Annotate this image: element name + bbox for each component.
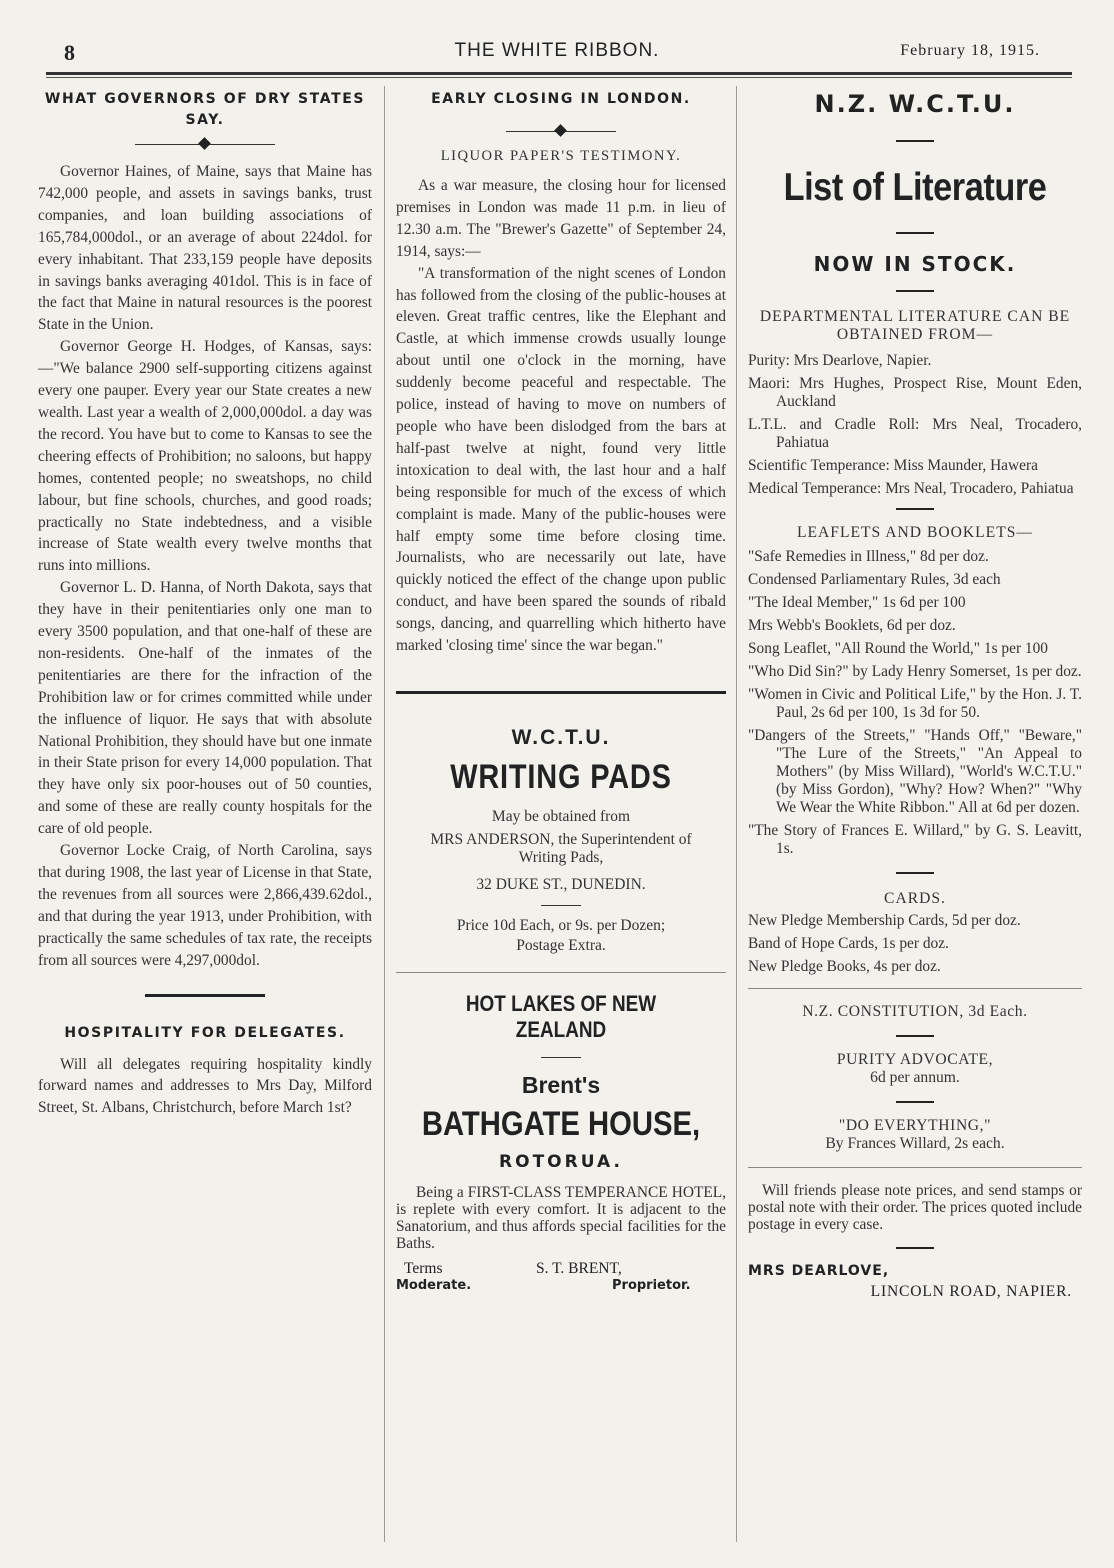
leaflet-item: Song Leaflet, "All Round the World," 1s per 100 — [748, 640, 1049, 657]
do-everything-title: "DO EVERYTHING," — [838, 1117, 992, 1134]
advert-org: W.C.T.U. — [511, 725, 611, 749]
department-item: Maori: Mrs Hughes, Prospect Rise, Mount Eden, Auckland — [748, 375, 1082, 410]
advert-line: MRS ANDERSON, the Superintendent of Writing Pads, — [430, 830, 692, 866]
short-rule — [896, 1101, 934, 1103]
issue-date: February 18, 1915. — [900, 42, 1040, 59]
department-item: L.T.L. and Cradle Roll: Mrs Neal, Trocadero, Pahiatua — [748, 416, 1082, 451]
article-heading-hospitality: HOSPITALITY FOR DELEGATES. — [64, 1024, 346, 1041]
department-item: Scientific Temperance: Miss Maunder, Hawera — [748, 457, 1038, 474]
leaflet-item: "Safe Remedies in Illness," 8d per doz. — [748, 548, 989, 565]
article-heading-governors: WHAT GOVERNORS OF DRY STATES SAY. — [44, 91, 366, 128]
section-separator — [748, 988, 1082, 989]
section-separator — [145, 994, 265, 997]
in-stock-heading: NOW IN STOCK. — [813, 252, 1017, 276]
ornament-rule — [396, 124, 726, 140]
article-paragraph: Governor George H. Hodges, of Kansas, says:—"We balance 2900 self-supporting citizens against every one pauper. Every year our State creates a new wealth. Last year a wealth of 2,000,000dol. a day was the record. You have but to come to Kansas to see the cheering effects of Prohibition; no saloons, but happy homes, contented people; no sweatshops, no child labour, but fine schools, churches, and good roads; practically no State indebtedness, and a visible increase of State wealth every twelve months that runs into millions. — [38, 338, 372, 575]
advert-line: May be obtained from — [491, 807, 631, 825]
leaflet-item: Condensed Parliamentary Rules, 3d each — [748, 571, 1001, 588]
short-rule — [896, 290, 934, 292]
constitution-notice: N.Z. CONSTITUTION, 3d Each. — [802, 1003, 1028, 1020]
advert-brand: Brent's — [521, 1071, 601, 1098]
column-divider-2 — [736, 86, 737, 1542]
short-rule — [896, 1247, 934, 1249]
advert-terms: Terms — [404, 1259, 443, 1277]
column-3 — [748, 84, 1082, 1301]
section-separator — [748, 1167, 1082, 1168]
bathgate-house-advert — [396, 991, 726, 1300]
short-rule — [896, 1035, 934, 1037]
advert-postage: Postage Extra. — [516, 936, 606, 954]
card-item: Band of Hope Cards, 1s per doz. — [748, 935, 949, 952]
page-number: 8 — [64, 40, 75, 65]
header-rule — [46, 72, 1072, 78]
section-separator — [396, 691, 726, 694]
cards-heading: CARDS. — [884, 890, 946, 907]
advert-moderate: Moderate. — [396, 1277, 472, 1293]
advert-hotel-name: BATHGATE HOUSE, — [421, 1104, 701, 1143]
departmental-heading: DEPARTMENTAL LITERATURE CAN BE OBTAINED FROM— — [759, 308, 1071, 343]
article-paragraph: As a war measure, the closing hour for licensed premises in London was made 11 p.m. in lieu of 12.30 a.m. The "Brewer's Gazette" of September 24, 1914, says:— — [396, 177, 726, 260]
advert-dash — [541, 1057, 581, 1058]
short-rule — [896, 232, 934, 234]
leaflet-item: "The Ideal Member," 1s 6d per 100 — [748, 594, 966, 611]
advert-proprietor: Proprietor. — [612, 1277, 691, 1293]
card-item: New Pledge Books, 4s per doz. — [748, 958, 941, 975]
short-rule — [896, 508, 934, 510]
article-paragraph: Governor Haines, of Maine, says that Maine has 742,000 people, and assets in savings banks, trust companies, and loan building associations of 165,784,000dol., or an average of about 224dol. for every inhabitant. That 233,159 people have deposits in savings banks averaging 401dol. This is in face of the fact that Maine in natural resources is the poorest State in the Union. — [38, 163, 372, 334]
department-item: Purity: Mrs Dearlove, Napier. — [748, 352, 932, 369]
advert-owner: S. T. BRENT, — [536, 1259, 622, 1277]
purity-advocate-price: 6d per annum. — [870, 1069, 960, 1086]
hospitality-notice: Will all delegates requiring hospitality kindly forward names and addresses to Mrs Day, Milford Street, St. Albans, Christchurch, before March 1st? — [38, 1055, 372, 1117]
advert-price: Price 10d Each, or 9s. per Dozen; — [456, 916, 666, 934]
column-divider-1 — [384, 86, 385, 1542]
department-item: Medical Temperance: Mrs Neal, Trocadero, Pahiatua — [748, 480, 1074, 497]
purity-advocate-title: PURITY ADVOCATE, — [836, 1051, 994, 1068]
signature-address: LINCOLN ROAD, NAPIER. — [870, 1283, 1072, 1300]
column-1 — [38, 84, 372, 1119]
leaflet-item: "Who Did Sin?" by Lady Henry Somerset, 1s per doz. — [748, 663, 1082, 680]
literature-title: List of Literature — [783, 166, 1047, 209]
order-note: Will friends please note prices, and send stamps or postal note with their order. The prices quoted include postage in every case. — [748, 1182, 1082, 1233]
advert-body: Being a FIRST-CLASS TEMPERANCE HOTEL, is replete with every comfort. It is adjacent to the Sanatorium, and thus affords special facilities for the Baths. — [396, 1183, 726, 1252]
signature-name: MRS DEARLOVE, — [748, 1263, 890, 1279]
page-header — [40, 34, 1074, 74]
advert-hot-lakes: HOT LAKES OF NEW ZEALAND — [465, 990, 657, 1042]
article-paragraph: Governor L. D. Hanna, of North Dakota, says that they have in their penitentiaries only one man to every 3500 population, and that one-half of these are non-residents. One-half of the inmates of the penitentiaries are there for the infraction of the Prohibition law or for crimes committed while under the influence of liquor. He says that with absolute National Prohibition, they should have but one inmate in their State prison for every 14,000 population. That they have only six poor-houses out of 50 counties, and some of these are really county hospitals for the care of old people. — [38, 579, 372, 838]
column-2 — [396, 84, 726, 1300]
article-paragraph: "A transformation of the night scenes of London has followed from the closing of the public-houses at eleven. Great traffic centres, like the Elephant and Castle, at which immense crowds usually lounge about until one o'clock in the morning, have suddenly become peaceful and respectable. The police, instead of having to move on numbers of people who have been dislodged from the bars at half-past twelve at night, found very little intoxication to deal with, the last hour and a half being responsible for much of the excess of which complaint is made. Many of the public-houses were half empty some time before closing time. Journalists, who are necessarily out late, have quickly noticed the effect of the change upon public conduct, and have been spared the sounds of ribald songs, dancing, and quarrelling which hitherto have marked 'closing time' since the war began." — [396, 264, 726, 655]
masthead-title: THE WHITE RIBBON. — [454, 40, 660, 61]
ornament-rule — [38, 137, 372, 153]
card-item: New Pledge Membership Cards, 5d per doz. — [748, 912, 1021, 929]
leaflet-item: "Dangers of the Streets," "Hands Off," "Beware," "The Lure of the Streets," "An Appeal to Mothers" (by Miss Willard), "World's W.C.T.U." (by Miss Gordon), "Why? How? When?" "Why We Wear the White Ribbon." All at 6d per dozen. — [748, 727, 1082, 816]
leaflet-item: "Women in Civic and Political Life," by the Hon. J. T. Paul, 2s 6d per 100, 1s 3d for 50. — [748, 686, 1082, 721]
article-heading-early-closing: EARLY CLOSING IN LONDON. — [431, 91, 691, 107]
advert-address: 32 DUKE ST., DUNEDIN. — [476, 875, 646, 893]
advert-dash — [541, 905, 581, 906]
article-subheading: LIQUOR PAPER'S TESTIMONY. — [440, 148, 682, 164]
short-rule — [896, 872, 934, 874]
org-title: N.Z. W.C.T.U. — [814, 90, 1016, 118]
advert-title: WRITING PADS — [450, 757, 672, 796]
short-rule — [896, 140, 934, 142]
leaflet-item: "The Story of Frances E. Willard," by G. S. Leavitt, 1s. — [748, 822, 1082, 857]
advert-town: ROTORUA. — [499, 1151, 623, 1172]
leaflets-heading: LEAFLETS AND BOOKLETS— — [797, 524, 1033, 541]
article-paragraph: Governor Locke Craig, of North Carolina, says that during 1908, the last year of License in that State, the revenues from all sources were 2,866,439.62dol., and that during the year 1913, under Prohibition, with practically the same schedules of tax rate, the receipts from all sources were 4,297,000dol. — [38, 842, 372, 969]
leaflet-item: Mrs Webb's Booklets, 6d per doz. — [748, 617, 956, 634]
do-everything-author: By Frances Willard, 2s each. — [825, 1135, 1005, 1152]
section-separator — [396, 972, 726, 973]
writing-pads-advert — [396, 726, 726, 956]
